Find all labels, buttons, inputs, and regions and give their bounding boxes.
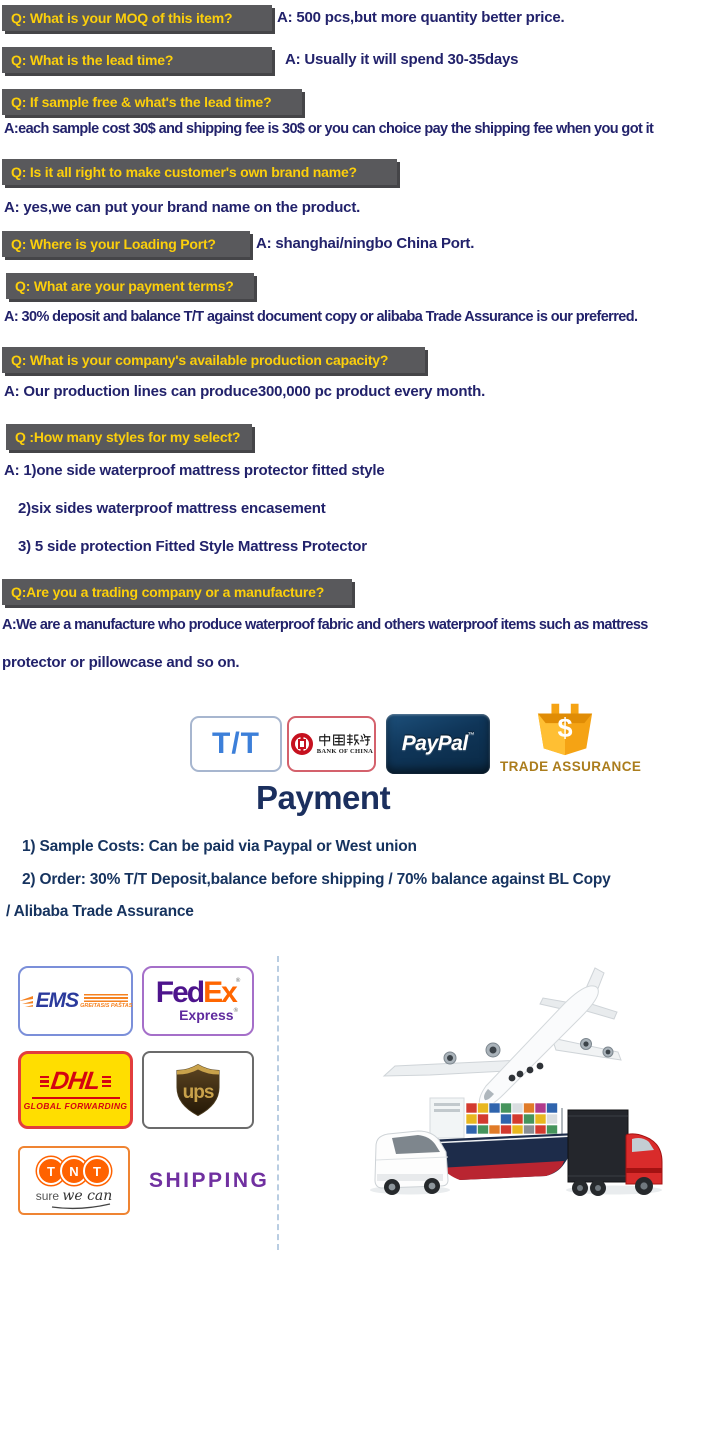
tnt-underline-swash <box>50 1203 112 1210</box>
trade-assurance-label: TRADE ASSURANCE <box>500 759 642 774</box>
fedex-tagline: Express® <box>179 1007 238 1024</box>
dhl-stripes-left <box>40 1076 49 1088</box>
tnt-circles: T N T <box>37 1157 111 1185</box>
answer-text: A: 500 pcs,but more quantity better price. <box>277 9 565 26</box>
dhl-name: DHL <box>49 1067 102 1095</box>
airplane-image <box>384 968 621 1108</box>
cargo-ship-image <box>426 1098 576 1180</box>
dashed-divider <box>277 956 279 1250</box>
paypal-logo <box>386 714 490 774</box>
question-text: Q :How many styles for my select? <box>15 429 241 445</box>
boc-text-column <box>317 733 373 755</box>
tt-logo <box>190 716 282 772</box>
answer-text: protector or pillowcase and so on. <box>2 654 240 671</box>
logistics-photo <box>280 940 720 1240</box>
question-label <box>2 159 397 185</box>
question-label <box>2 47 272 73</box>
answer-text: A: 1)one side waterproof mattress protector fitted style <box>4 462 385 479</box>
payment-term-line: 1) Sample Costs: Can be paid via Paypal or West union <box>22 838 417 855</box>
question-label <box>2 579 352 605</box>
question-label <box>2 89 302 115</box>
question-text: Q: Where is your Loading Port? <box>11 236 216 252</box>
trade-assurance-castle-icon <box>534 698 596 758</box>
boc-emblem-icon <box>290 732 314 756</box>
question-label <box>2 231 250 257</box>
answer-text: A: 30% deposit and balance T/T against document copy or alibaba Trade Assurance is our preferred. <box>4 309 638 325</box>
fedex-reg-mark: ® <box>235 978 241 985</box>
fedex-logo <box>142 966 254 1036</box>
ems-wing-icon <box>19 994 34 1008</box>
bank-of-china-logo <box>287 716 376 772</box>
question-text: Q: What is your company's available production capacity? <box>11 352 389 368</box>
answer-text: A:each sample cost 30$ and shipping fee is 30$ or you can choice pay the shipping fee when you got it <box>4 121 654 137</box>
answer-text: A: shanghai/ningbo China Port. <box>256 235 475 252</box>
ems-tagline: GREITASIS PAŠTAS <box>80 1002 133 1009</box>
shipping-label: SHIPPING <box>149 1169 270 1192</box>
payment-term-line: / Alibaba Trade Assurance <box>6 903 194 920</box>
ups-name: ups <box>182 1082 214 1103</box>
ups-logo <box>142 1051 254 1129</box>
answer-text: A: Usually it will spend 30-35days <box>285 51 519 68</box>
answer-text: 3) 5 side protection Fitted Style Mattress Protector <box>18 538 367 555</box>
question-text: Q:Are you a trading company or a manufacture? <box>11 584 325 600</box>
ems-logo <box>18 966 133 1036</box>
dhl-tagline: GLOBAL FORWARDING <box>23 1101 128 1111</box>
ems-name: EMS <box>35 989 79 1012</box>
payment-term-line: 2) Order: 30% T/T Deposit,balance before shipping / 70% balance against BL Copy <box>22 871 611 888</box>
van-image <box>370 1131 450 1195</box>
question-label <box>6 424 252 450</box>
trade-assurance-logo <box>500 698 642 782</box>
fedex-name: FedEx® <box>155 976 241 1010</box>
answer-text: 2)six sides waterproof mattress encasement <box>18 500 326 517</box>
question-text: Q: If sample free & what's the lead time? <box>11 94 272 110</box>
truck-image <box>566 1110 662 1196</box>
dhl-divider <box>32 1097 120 1099</box>
tnt-logo <box>18 1146 130 1215</box>
boc-chinese-text <box>319 733 371 747</box>
tnt-tagline: sure we can <box>36 1188 113 1204</box>
question-text: Q: What is your MOQ of this item? <box>11 10 233 26</box>
dhl-logo <box>18 1051 133 1129</box>
paypal-tm: ™ <box>467 732 475 739</box>
question-text: Q: What are your payment terms? <box>15 278 234 294</box>
trade-assurance-dollar: $ <box>557 713 573 743</box>
dhl-stripes-right <box>102 1076 111 1088</box>
question-label <box>2 5 272 31</box>
ems-stripes <box>84 994 128 1002</box>
question-label <box>6 273 254 299</box>
question-text: Q: Is it all right to make customer's own brand name? <box>11 164 357 180</box>
paypal-label: PayPal™ <box>401 732 475 755</box>
answer-text: A: yes,we can put your brand name on the product. <box>4 199 361 216</box>
question-text: Q: What is the lead time? <box>11 52 174 68</box>
ups-shield-icon <box>176 1062 220 1118</box>
boc-english-text: BANK OF CHINA <box>316 748 374 755</box>
answer-text: A: Our production lines can produce300,000 pc product every month. <box>4 383 486 400</box>
question-label <box>2 347 425 373</box>
tt-label: T/T <box>212 727 260 760</box>
answer-text: A:We are a manufacture who produce waterproof fabric and others waterproof items such as mattress <box>2 617 648 633</box>
payment-heading: Payment <box>256 779 391 816</box>
